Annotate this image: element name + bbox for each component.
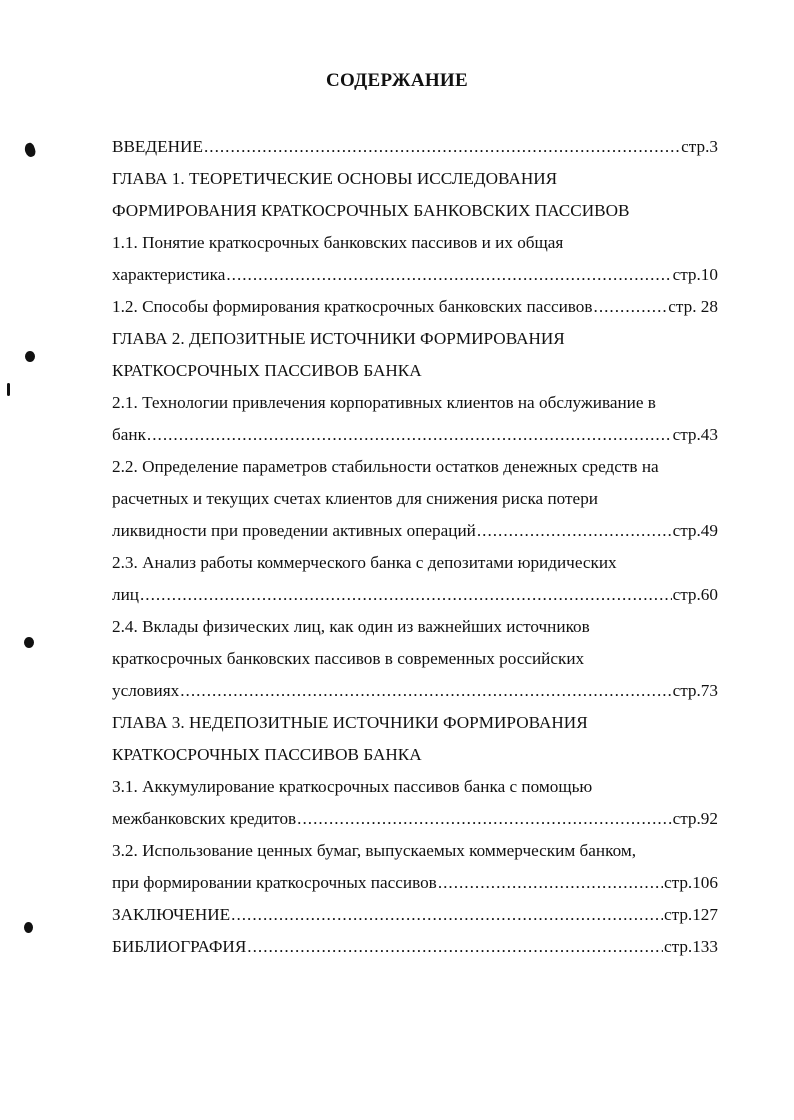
scan-hole-mark xyxy=(23,142,37,159)
toc-entry-section-2-4[interactable] xyxy=(112,679,718,703)
toc-entry-label: межбанковских кредитов xyxy=(112,809,297,828)
toc-section-text: 2.3. Анализ работы коммерческого банка с депозитами юридических xyxy=(112,553,617,572)
toc-entry-section-2-3[interactable] xyxy=(112,583,718,607)
toc-dot-leader xyxy=(204,135,680,159)
toc-page-number: стр.49 xyxy=(672,521,718,540)
toc-entry-label: характеристика xyxy=(112,265,226,284)
toc-entry-introduction[interactable] xyxy=(112,135,718,159)
toc-section-text: краткосрочных банковских пассивов в современных российских xyxy=(112,649,585,668)
toc-chapter-heading: ГЛАВА 2. ДЕПОЗИТНЫЕ ИСТОЧНИКИ ФОРМИРОВАНИЯ xyxy=(112,329,565,348)
toc-entry-label: ВВЕДЕНИЕ xyxy=(112,137,203,156)
toc-page-number: стр.127 xyxy=(663,905,718,924)
toc-chapter-heading: ФОРМИРОВАНИЯ КРАТКОСРОЧНЫХ БАНКОВСКИХ ПАССИВОВ xyxy=(112,201,630,220)
toc-section-text: 3.1. Аккумулирование краткосрочных пассивов банка с помощью xyxy=(112,777,593,796)
toc-entry-section-3-1[interactable] xyxy=(112,807,718,831)
toc-entry-label: банк xyxy=(112,425,146,444)
toc-section-text: 2.4. Вклады физических лиц, как один из важнейших источников xyxy=(112,617,590,636)
toc-dot-leader xyxy=(231,903,663,927)
toc-dot-leader xyxy=(594,295,668,319)
toc-section-text: расчетных и текущих счетах клиентов для снижения риска потери xyxy=(112,489,598,508)
toc-entry-label: ликвидности при проведении активных операций xyxy=(112,521,476,540)
toc-entry-label: при формировании краткосрочных пассивов xyxy=(112,873,437,892)
scan-hole-mark xyxy=(24,922,33,933)
toc-dot-leader xyxy=(477,519,672,543)
toc-section-text: 3.2. Использование ценных бумаг, выпускаемых коммерческим банком, xyxy=(112,841,637,860)
toc-chapter-heading: ГЛАВА 1. ТЕОРЕТИЧЕСКИЕ ОСНОВЫ ИССЛЕДОВАНИЯ xyxy=(112,169,558,188)
toc-page-number: стр.3 xyxy=(681,137,718,156)
toc-entry-label: БИБЛИОГРАФИЯ xyxy=(112,937,247,956)
toc-dot-leader xyxy=(180,679,671,703)
toc-dot-leader xyxy=(297,807,671,831)
toc-section-text: 1.1. Понятие краткосрочных банковских пассивов и их общая xyxy=(112,233,564,252)
toc-dot-leader xyxy=(247,935,663,959)
page-title: СОДЕРЖАНИЕ xyxy=(326,70,468,91)
toc-entry-label: лиц xyxy=(112,585,139,604)
toc-entry-section-1-2[interactable] xyxy=(112,295,718,319)
toc-chapter-heading: ГЛАВА 3. НЕДЕПОЗИТНЫЕ ИСТОЧНИКИ ФОРМИРОВАНИЯ xyxy=(112,713,588,732)
scan-hole-mark xyxy=(24,637,34,648)
toc-entry-label: ЗАКЛЮЧЕНИЕ xyxy=(112,905,231,924)
toc-dot-leader xyxy=(147,423,672,447)
toc-dot-leader xyxy=(140,583,672,607)
toc-page-number: стр.60 xyxy=(672,585,718,604)
toc-chapter-heading: КРАТКОСРОЧНЫХ ПАССИВОВ БАНКА xyxy=(112,361,422,380)
toc-entry-section-2-2[interactable] xyxy=(112,519,718,543)
toc-page-number: стр. 28 xyxy=(668,297,718,316)
toc-entry-section-3-2[interactable] xyxy=(112,871,718,895)
toc-section-text: 2.1. Технологии привлечения корпоративных клиентов на обслуживание в xyxy=(112,393,656,412)
toc-entry-section-2-1[interactable] xyxy=(112,423,718,447)
toc-entry-label: 1.2. Способы формирования краткосрочных банковских пассивов xyxy=(112,297,593,316)
scan-hole-mark xyxy=(25,351,35,362)
toc-dot-leader xyxy=(226,263,671,287)
toc-entry-conclusion[interactable] xyxy=(112,903,718,927)
toc-entry-label: условиях xyxy=(112,681,180,700)
toc-page-number: стр.133 xyxy=(663,937,718,956)
toc-entry-section-1-1[interactable] xyxy=(112,263,718,287)
toc-chapter-heading: КРАТКОСРОЧНЫХ ПАССИВОВ БАНКА xyxy=(112,745,422,764)
toc-dot-leader xyxy=(438,871,663,895)
toc-page-number: стр.10 xyxy=(672,265,718,284)
toc-entry-bibliography[interactable] xyxy=(112,935,718,959)
toc-section-text: 2.2. Определение параметров стабильности остатков денежных средств на xyxy=(112,457,659,476)
toc-page-number: стр.92 xyxy=(672,809,718,828)
scan-hole-mark xyxy=(7,383,10,396)
toc-page-number: стр.73 xyxy=(672,681,718,700)
toc-page-number: стр.106 xyxy=(663,873,718,892)
toc-page-number: стр.43 xyxy=(672,425,718,444)
